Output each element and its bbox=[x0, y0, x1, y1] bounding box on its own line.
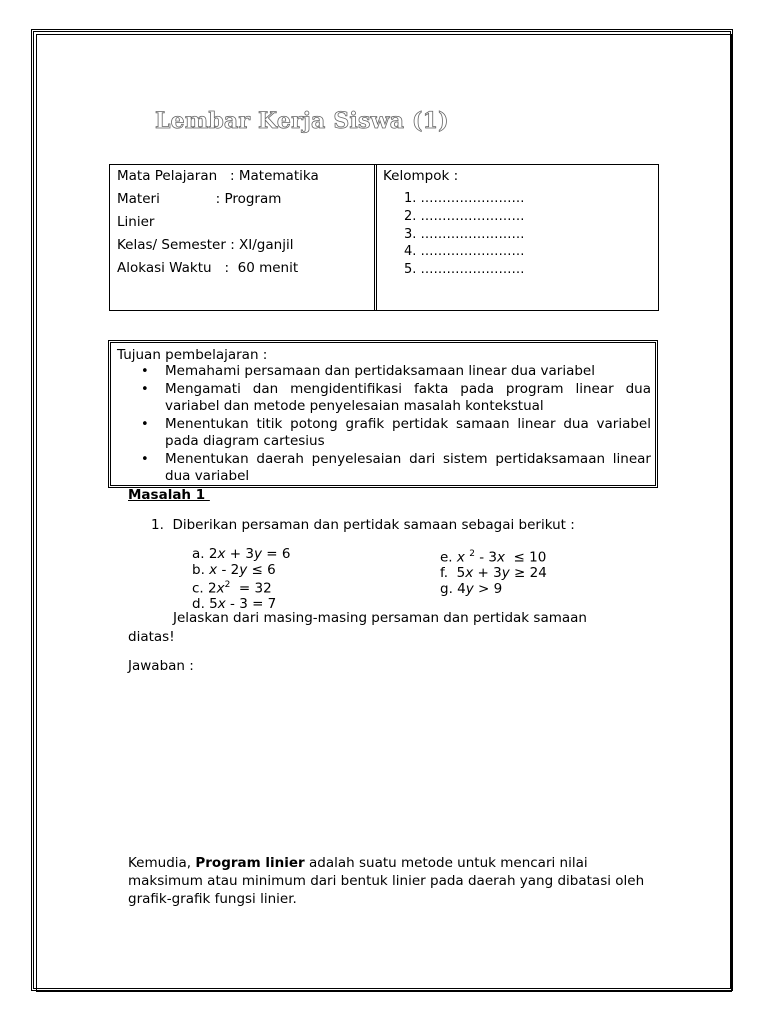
equation-b: b. x - 2y ≤ 6 bbox=[192, 561, 276, 578]
closing-paragraph: Kemudia, Program linier adalah suatu metode untuk mencari nilai maksimum atau minimum dari bentuk linier pada daerah yang dibatasi oleh grafik-grafik fungsi linier. bbox=[128, 855, 645, 907]
closing-bold-term: Program linier bbox=[195, 855, 305, 871]
info-divider bbox=[374, 165, 377, 310]
tujuan-item-text: Memahami persamaan dan pertidaksamaan linear dua variabel bbox=[165, 363, 595, 379]
instruction-text: Jelaskan dari masing-masing persaman dan pertidak samaan diatas! bbox=[128, 610, 587, 645]
tujuan-title: Tujuan pembelajaran : bbox=[117, 347, 268, 363]
tujuan-item-text: Menentukan daerah penyelesaian dari sistem pertidaksamaan linear dua variabel bbox=[165, 451, 651, 484]
tujuan-list bbox=[139, 363, 651, 486]
equation-e: e. x $^2$ - 3x ≤ 10 bbox=[440, 549, 547, 566]
equation-c: c. $2x^2 = 32$ bbox=[192, 580, 272, 597]
bullet-icon: • bbox=[141, 452, 149, 467]
kelompok-item: 5. …………………… bbox=[404, 262, 525, 278]
tujuan-box bbox=[108, 340, 658, 488]
equation-g: g. 4y > 9 bbox=[440, 580, 503, 597]
equation-column-left bbox=[192, 547, 290, 613]
info-table bbox=[109, 164, 659, 311]
kelas-semester: Kelas/ Semester : XI/ganjil bbox=[117, 237, 294, 253]
mata-pelajaran: Mata Pelajaran : Matematika bbox=[117, 168, 319, 184]
list-item bbox=[139, 381, 651, 415]
tujuan-item-text: Menentukan titik potong grafik pertidak samaan linear dua variabel pada diagram cartesius bbox=[165, 416, 651, 449]
kelompok-item: 4. …………………… bbox=[404, 244, 525, 260]
bullet-icon: • bbox=[141, 364, 149, 379]
alokasi-waktu: Alokasi Waktu : 60 menit bbox=[117, 260, 299, 276]
equation-f: f. 5x + 3y ≥ 24 bbox=[440, 565, 547, 582]
kelompok-label: Kelompok : bbox=[383, 168, 459, 184]
materi-cont: Linier bbox=[117, 214, 155, 230]
equation-column-right bbox=[440, 547, 547, 597]
materi: Materi : Program bbox=[117, 191, 282, 207]
info-left-cell bbox=[117, 165, 319, 280]
kelompok-item: 3. …………………… bbox=[404, 226, 525, 242]
question-1: 1. Diberikan persaman dan pertidak samaan sebagai berikut : bbox=[151, 517, 575, 533]
tujuan-item-text: Mengamati dan mengidentifikasi fakta pada program linear dua variabel dan metode penyelesaian masalah kontekstual bbox=[165, 381, 651, 414]
equation-d: d. 5x - 3 = 7 bbox=[192, 596, 277, 613]
list-item bbox=[139, 451, 651, 485]
bullet-icon: • bbox=[141, 417, 149, 432]
page-title: Lembar Kerja Siswa (1) bbox=[155, 108, 449, 134]
info-right-cell bbox=[383, 165, 525, 278]
kelompok-list bbox=[404, 190, 525, 279]
list-item bbox=[139, 416, 651, 450]
jawaban-label: Jawaban : bbox=[128, 658, 194, 674]
bullet-icon: • bbox=[141, 382, 149, 397]
equation-a: a. 2x + 3y = 6 bbox=[192, 546, 291, 562]
kelompok-item: 2. …………………… bbox=[404, 208, 525, 224]
kelompok-item: 1. …………………… bbox=[404, 191, 525, 206]
masalah-title: Masalah 1 bbox=[128, 487, 210, 503]
list-item bbox=[139, 363, 651, 380]
